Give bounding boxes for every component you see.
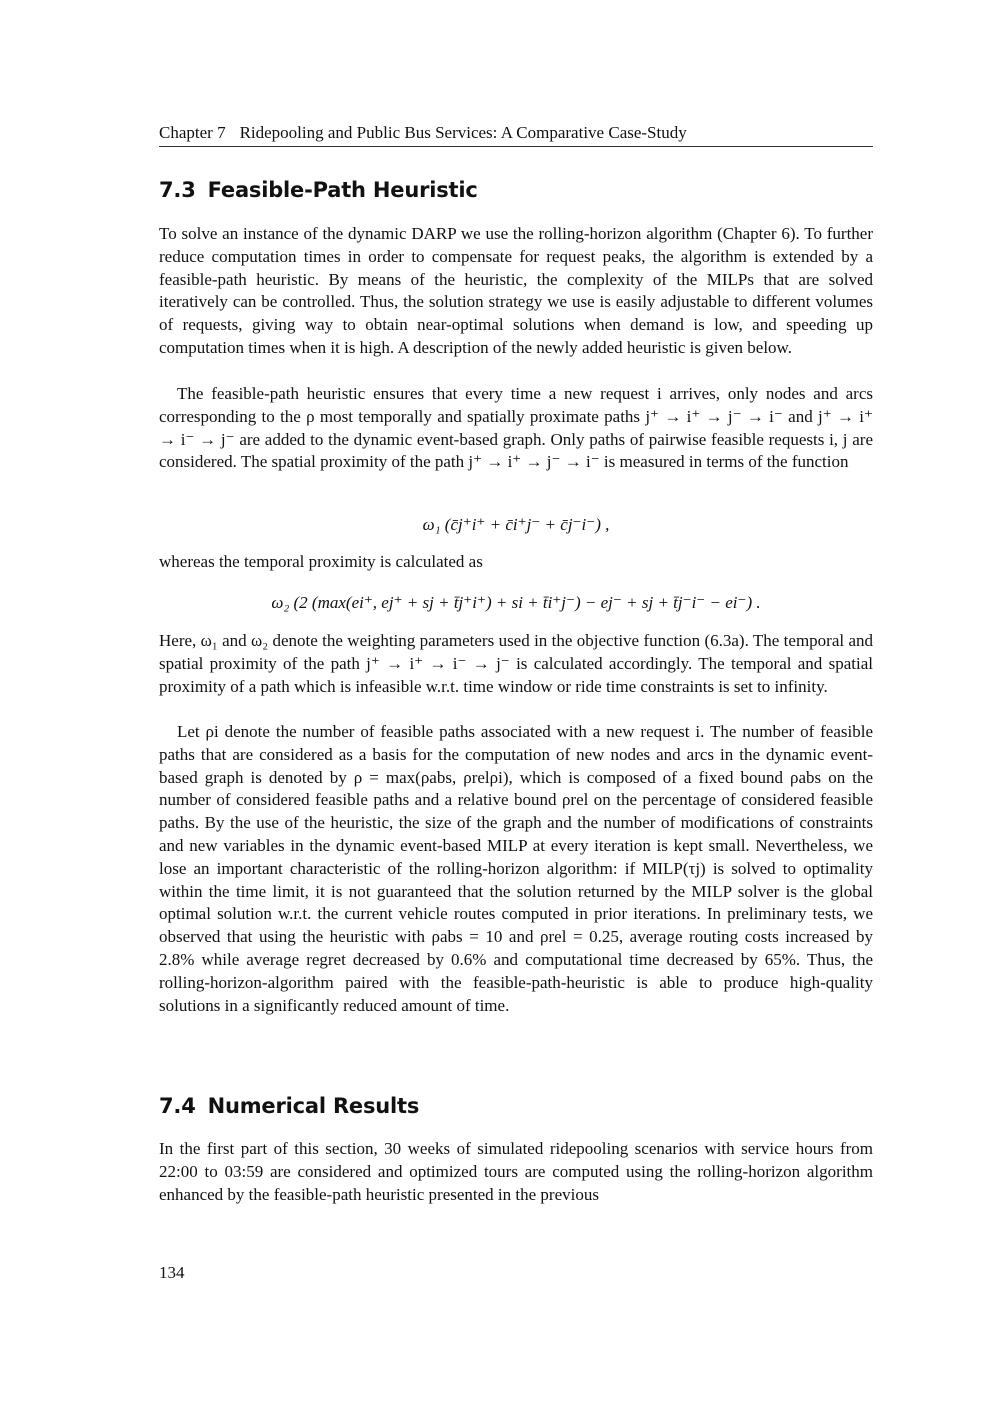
chapter-title: Ridepooling and Public Bus Services: A Comparative Case-Study xyxy=(239,123,687,142)
page-number: 134 xyxy=(159,1263,185,1282)
section-heading-7-4 xyxy=(159,1093,419,1119)
paragraph: In the first part of this section, 30 weeks of simulated ridepooling scenarios with service hours from 22:00 to 03:59 are considered and optimized tours are computed using the rolling-horizon algorithm enhanced by the feasible-path heuristic presented in the previous xyxy=(159,1139,873,1204)
equation-temporal-proximity: ω₂ (2 (max(ei⁺, ej⁺ + sj + t̄j⁺i⁺) + si + t̄i⁺j⁻) − ej⁻ + sj + t̄j⁻i⁻ − ei⁻) . xyxy=(271,593,761,612)
section-title: Feasible-Path Heuristic xyxy=(207,178,478,202)
section-number: 7.4 xyxy=(159,1094,196,1118)
paragraph: The feasible-path heuristic ensures that every time a new request i arrives, only nodes and arcs corresponding to the ρ most temporally and spatially proximate paths j⁺ → i⁺ → j⁻ → i⁻ and j⁺ → i⁺ → i⁻ → j⁻ are added to the dynamic event-based graph. Only paths of pairwise feasible requests i, j are considered. The spatial proximity of the path j⁺ → i⁺ → j⁻ → i⁻ is measured in terms of the function xyxy=(159,384,873,472)
paragraph: Here, ω₁ and ω₂ denote the weighting parameters used in the objective function (6.3a). The temporal and spatial proximity of the path j⁺ → i⁺ → i⁻ → j⁻ is calculated accordingly. The temporal and spatial proximity of a path which is infeasible w.r.t. time window or ride time constraints is set to infinity. xyxy=(159,631,873,696)
equation-spatial-proximity: ω₁ (c̄j⁺i⁺ + c̄i⁺j⁻ + c̄j⁻i⁻) , xyxy=(422,515,610,534)
section-heading-7-3 xyxy=(159,177,478,203)
chapter-label: Chapter 7 xyxy=(159,123,226,142)
section-number: 7.3 xyxy=(159,178,196,202)
paragraph: whereas the temporal proximity is calculated as xyxy=(159,552,483,571)
paragraph: To solve an instance of the dynamic DARP we use the rolling-horizon algorithm (Chapter 6). To further reduce computation times in order to compensate for request peaks, the algorithm is extended by a feasible-path heuristic. By means of the heuristic, the complexity of the MILPs that are solved iteratively can be controlled. Thus, the solution strategy we use is easily adjustable to different volumes of requests, giving way to obtain near-optimal solutions when demand is low, and speeding up computation times when it is high. A description of the newly added heuristic is given below. xyxy=(159,224,873,357)
paragraph: Let ρi denote the number of feasible paths associated with a new request i. The number of feasible paths that are considered as a basis for the computation of new nodes and arcs in the dynamic event-based graph is denoted by ρ = max(ρabs, ρrelρi), which is composed of a fixed bound ρabs on the number of considered feasible paths and a relative bound ρrel on the percentage of considered feasible paths. By the use of the heuristic, the size of the graph and the number of modifications of constraints and new variables in the dynamic event-based MILP at every iteration is kept small. Nevertheless, we lose an important characteristic of the rolling-horizon algorithm: if MILP(τj) is solved to optimality within the time limit, it is not guaranteed that the solution returned by the MILP solver is the global optimal solution w.r.t. the current vehicle routes computed in prior iterations. In preliminary tests, we observed that using the heuristic with ρabs = 10 and ρrel = 0.25, average routing costs increased by 2.8% while average regret decreased by 0.6% and computational time decreased by 65%. Thus, the rolling-horizon-algorithm paired with the feasible-path-heuristic is able to produce high-quality solutions in a significantly reduced amount of time. xyxy=(159,722,873,1015)
running-header xyxy=(159,122,873,147)
section-title: Numerical Results xyxy=(207,1094,420,1118)
